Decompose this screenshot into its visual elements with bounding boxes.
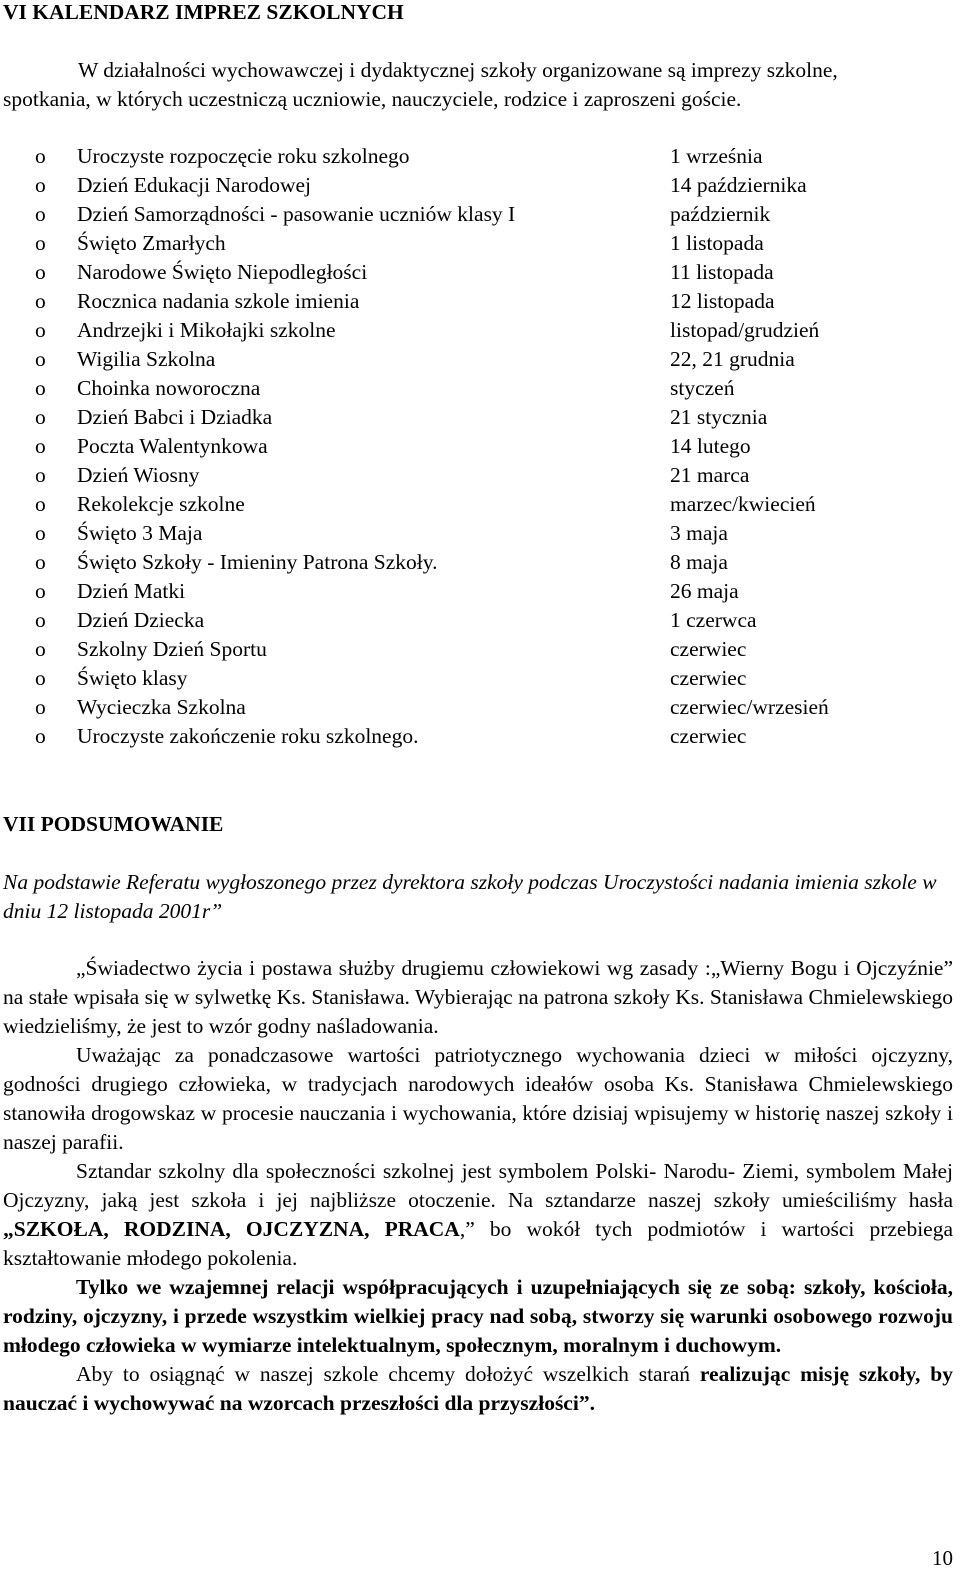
event-item	[0, 606, 960, 635]
list-bullet: o	[35, 492, 46, 516]
event-item	[0, 432, 960, 461]
event-date: 1 września	[670, 144, 763, 168]
event-date: 12 listopada	[670, 289, 775, 313]
calendar-intro-paragraph: W działalności wychowawczej i dydaktycznej szkoły organizowane są imprezy szkolne, spotkania, w których uczestniczą uczniowie, nauczyciele, rodzice i zaproszeni goście.	[3, 58, 838, 111]
event-name: Rocznica nadania szkole imienia	[77, 289, 360, 313]
summary-paragraph-5-text: Aby to osiągnąć w naszej szkole chcemy dołożyć wszelkich starań	[76, 1362, 700, 1386]
list-bullet: o	[35, 608, 46, 632]
event-item	[0, 548, 960, 577]
event-name: Święto Szkoły - Imieniny Patrona Szkoły.	[77, 550, 438, 574]
event-name: Uroczyste zakończenie roku szkolnego.	[77, 724, 419, 748]
list-bullet: o	[35, 318, 46, 342]
event-name: Święto 3 Maja	[77, 521, 203, 545]
list-bullet: o	[35, 666, 46, 690]
events-list	[0, 142, 960, 751]
section-heading-calendar: VI KALENDARZ IMPREZ SZKOLNYCH	[3, 0, 404, 24]
event-item	[0, 287, 960, 316]
list-bullet: o	[35, 173, 46, 197]
event-item	[0, 200, 960, 229]
event-item	[0, 316, 960, 345]
event-name: Dzień Babci i Dziadka	[77, 405, 273, 429]
event-date: marzec/kwiecień	[670, 492, 816, 516]
event-date: 1 listopada	[670, 231, 764, 255]
event-name: Święto Zmarłych	[77, 231, 226, 255]
list-bullet: o	[35, 376, 46, 400]
list-bullet: o	[35, 405, 46, 429]
list-bullet: o	[35, 144, 46, 168]
event-item	[0, 142, 960, 171]
event-date: 14 lutego	[670, 434, 751, 458]
event-name: Dzień Samorządności - pasowanie uczniów klasy I	[77, 202, 516, 226]
event-item	[0, 693, 960, 722]
event-date: 21 stycznia	[670, 405, 768, 429]
event-name: Dzień Matki	[77, 579, 186, 603]
event-item	[0, 664, 960, 693]
event-date: 11 listopada	[670, 260, 774, 284]
event-date: październik	[670, 202, 771, 226]
event-item	[0, 519, 960, 548]
event-date: 14 października	[670, 173, 807, 197]
summary-paragraph-4	[3, 1273, 953, 1360]
event-name: Rekolekcje szkolne	[77, 492, 245, 516]
event-date: 21 marca	[670, 463, 750, 487]
event-date: czerwiec	[670, 724, 747, 748]
event-name: Narodowe Święto Niepodległości	[77, 260, 368, 284]
list-bullet: o	[35, 550, 46, 574]
list-bullet: o	[35, 637, 46, 661]
event-name: Wycieczka Szkolna	[77, 695, 246, 719]
list-bullet: o	[35, 463, 46, 487]
summary-paragraph-3	[3, 1157, 953, 1273]
section-heading-summary: VII PODSUMOWANIE	[3, 812, 224, 836]
event-date: 22, 21 grudnia	[670, 347, 795, 371]
event-name: Dzień Wiosny	[77, 463, 200, 487]
list-bullet: o	[35, 434, 46, 458]
event-item	[0, 490, 960, 519]
event-name: Dzień Dziecka	[77, 608, 205, 632]
event-date: czerwiec	[670, 637, 747, 661]
summary-paragraph-1: „Świadectwo życia i postawa służby drugiemu człowiekowi wg zasady :„Wierny Bogu i Ojczyźnie” na stałe wpisała się w sylwetkę Ks. Stanisława. Wybierając na patrona szkoły Ks. Stanisława Chmielewskiego wiedzieliśmy, że jest to wzór godny naśladowania.	[3, 956, 953, 1038]
event-date: 26 maja	[670, 579, 739, 603]
event-date: 8 maja	[670, 550, 728, 574]
list-bullet: o	[35, 260, 46, 284]
summary-reference: Na podstawie Referatu wygłoszonego przez dyrektora szkoły podczas Uroczystości nadania imienia szkole w dniu 12 listopada 2001r”	[3, 870, 937, 923]
list-bullet: o	[35, 231, 46, 255]
list-bullet: o	[35, 579, 46, 603]
event-item	[0, 345, 960, 374]
event-name: Choinka noworoczna	[77, 376, 261, 400]
event-item	[0, 722, 960, 751]
event-name: Andrzejki i Mikołajki szkolne	[77, 318, 336, 342]
event-date: listopad/grudzień	[670, 318, 820, 342]
event-name: Uroczyste rozpoczęcie roku szkolnego	[77, 144, 410, 168]
event-item	[0, 229, 960, 258]
event-name: Dzień Edukacji Narodowej	[77, 173, 312, 197]
banner-motto: „SZKOŁA, RODZINA, OJCZYZNA, PRACA	[3, 1217, 460, 1241]
list-bullet: o	[35, 202, 46, 226]
event-date: czerwiec/wrzesień	[670, 695, 829, 719]
summary-paragraph-5	[3, 1360, 953, 1418]
summary-paragraph-4-bold: Tylko we wzajemnej relacji współpracujących i uzupełniających się ze sobą: szkoły, kościoła, rodziny, ojczyzny, i przede wszystkim wielkiej pracy nad sobą, stworzy się warunki osobowego rozwoju młodego człowieka w wymiarze intelektualnym, społecznym, moralnym i duchowym.	[3, 1275, 953, 1357]
event-item	[0, 171, 960, 200]
list-bullet: o	[35, 521, 46, 545]
summary-paragraph-3-text: Sztandar szkolny dla społeczności szkolnej jest symbolem Polski- Narodu- Ziemi, symbolem Małej Ojczyzny, jaką jest szkoła i jej najbliższe otoczenie. Na sztandarze naszej szkoły umieściliśmy hasła	[3, 1159, 953, 1212]
event-date: styczeń	[670, 376, 735, 400]
list-bullet: o	[35, 347, 46, 371]
event-name: Święto klasy	[77, 666, 188, 690]
mission-statement: realizując misję szkoły, by nauczać i wychowywać na wzorcach przeszłości dla przyszłości”.	[3, 1362, 953, 1415]
page-number: 10	[932, 1546, 953, 1570]
event-date: czerwiec	[670, 666, 747, 690]
event-name: Wigilia Szkolna	[77, 347, 216, 371]
event-item	[0, 635, 960, 664]
summary-paragraph-3-tail: ,” bo wokół tych podmiotów i wartości przebiega kształtowanie młodego pokolenia.	[3, 1217, 953, 1270]
event-name: Poczta Walentynkowa	[77, 434, 268, 458]
event-item	[0, 461, 960, 490]
event-item	[0, 374, 960, 403]
event-item	[0, 258, 960, 287]
event-date: 1 czerwca	[670, 608, 757, 632]
summary-paragraph-2: Uważając za ponadczasowe wartości patriotycznego wychowania dzieci w miłości ojczyzny, godności drugiego człowieka, w tradycjach narodowych ideałów osoba Ks. Stanisława Chmielewskiego stanowiła drogowskaz w procesie nauczania i wychowania, które dzisiaj wpisujemy w historię naszej szkoły i naszej parafii.	[3, 1043, 953, 1154]
list-bullet: o	[35, 695, 46, 719]
event-item	[0, 403, 960, 432]
list-bullet: o	[35, 724, 46, 748]
event-name: Szkolny Dzień Sportu	[77, 637, 267, 661]
event-item	[0, 577, 960, 606]
summary-body	[3, 954, 953, 1418]
list-bullet: o	[35, 289, 46, 313]
event-date: 3 maja	[670, 521, 728, 545]
